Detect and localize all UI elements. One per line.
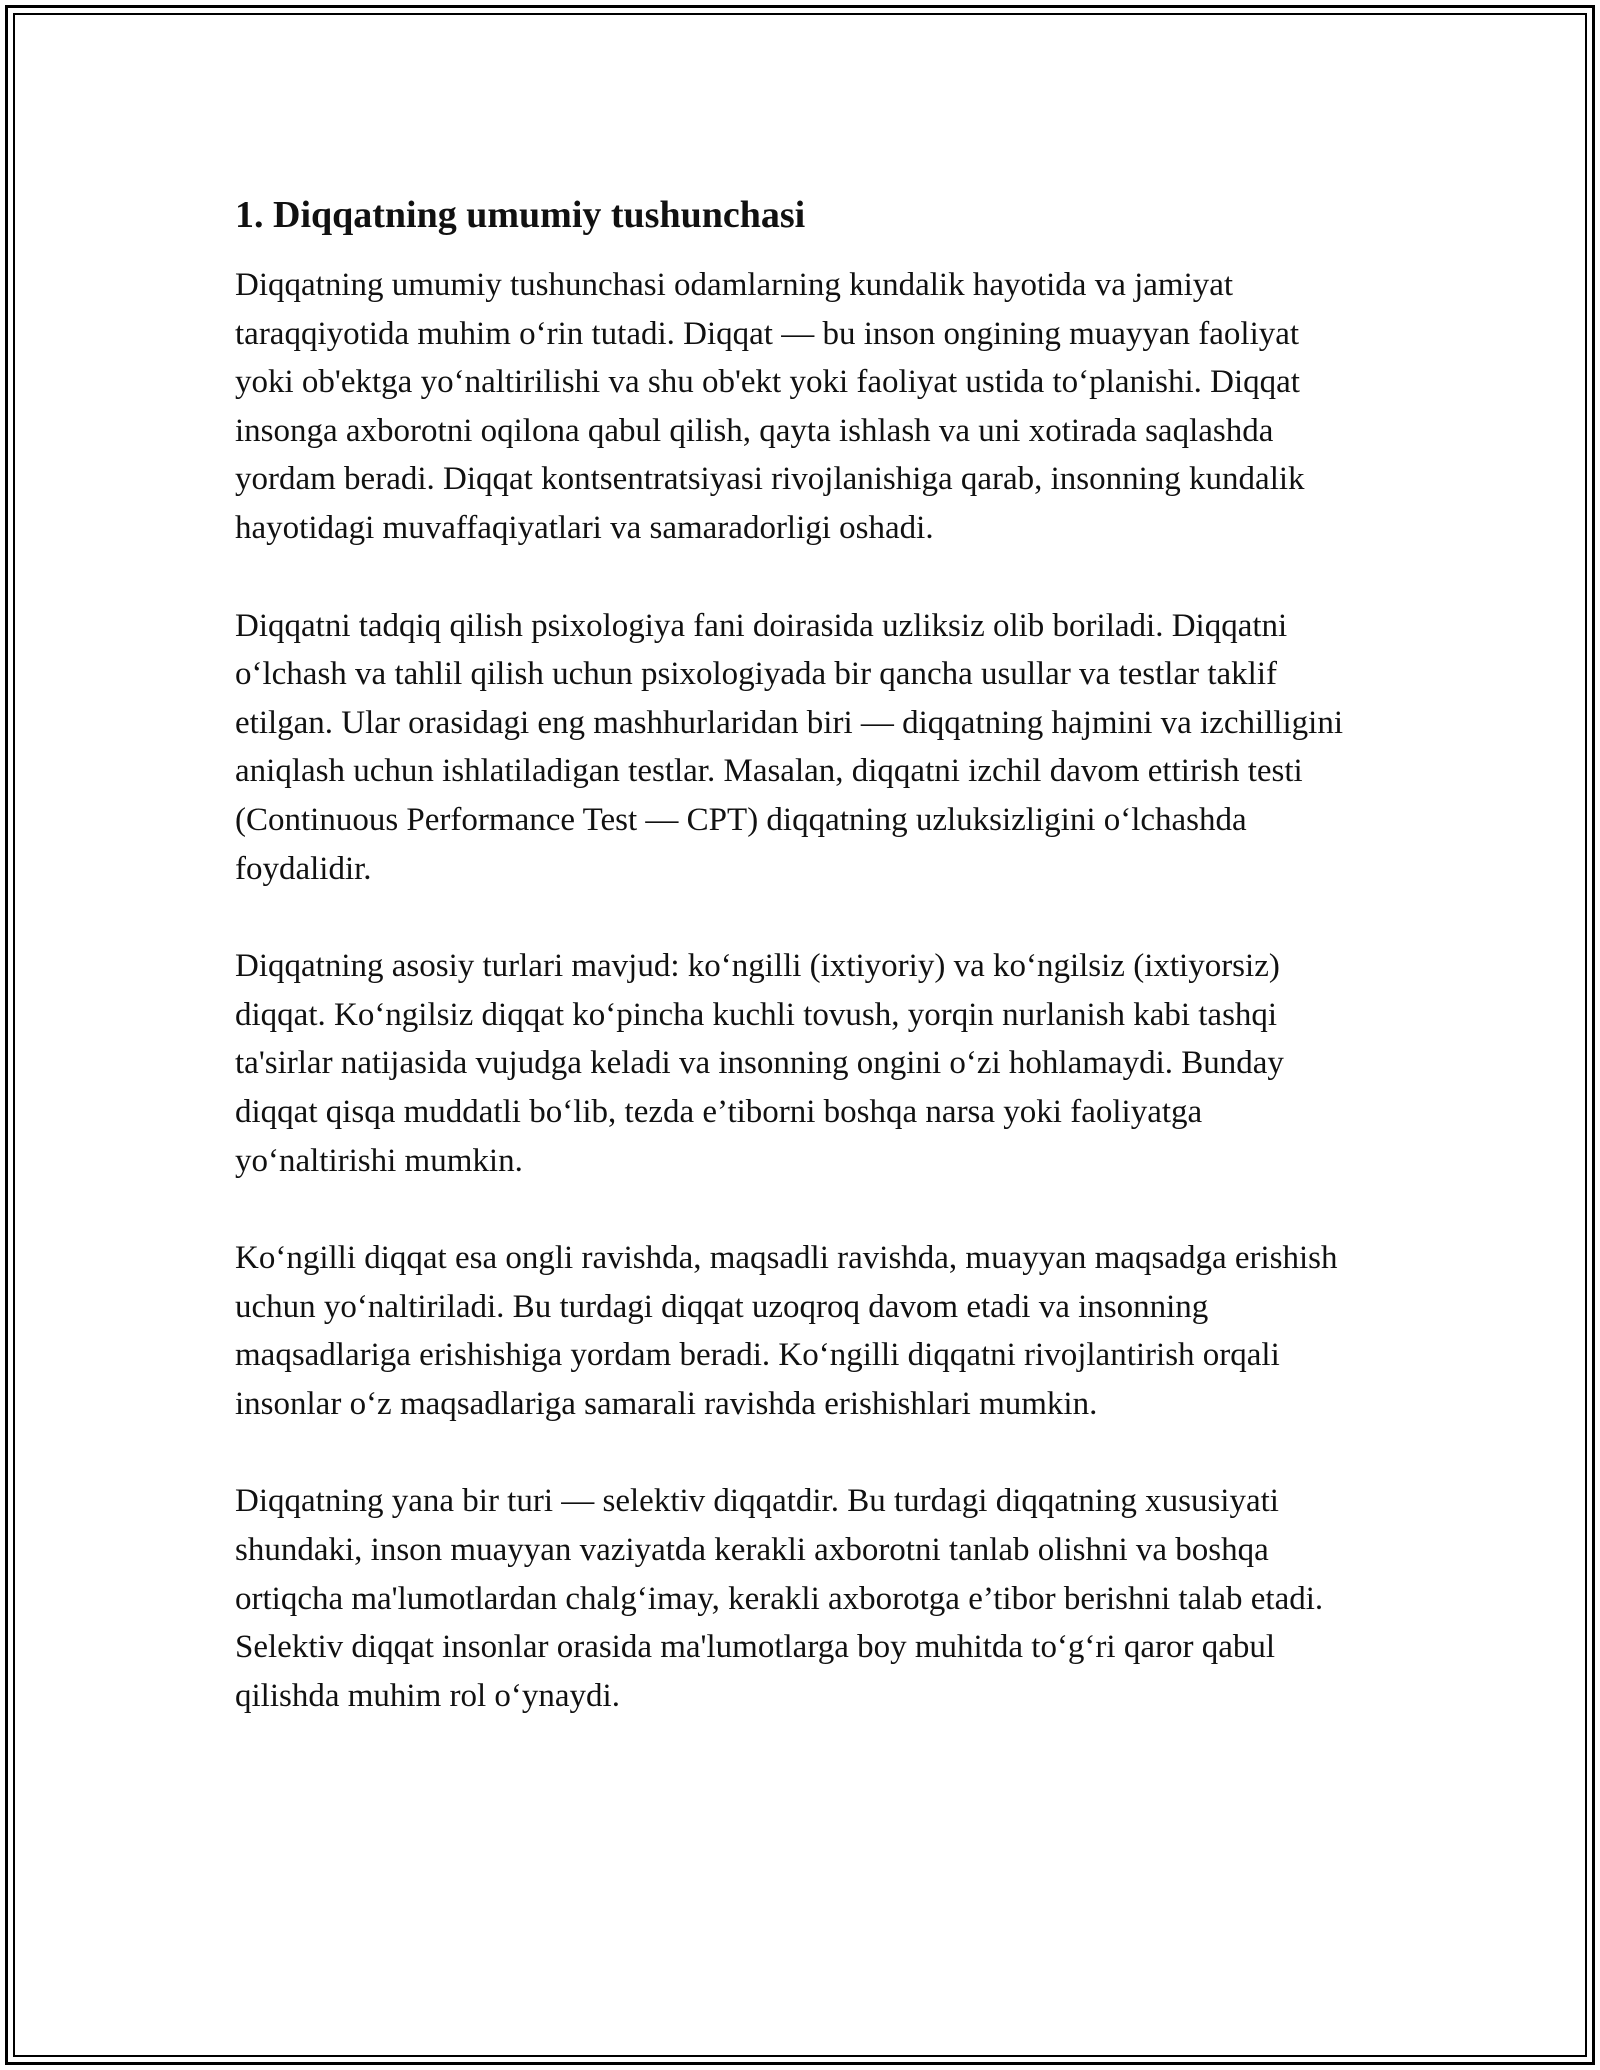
paragraph-3: Diqqatning asosiy turlari mavjud: ko‘ngilli (ixtiyoriy) va ko‘ngilsiz (ixtiyorsiz) diqqat. Ko‘ngilsiz diqqat ko‘pincha kuchli tovush, yorqin nurlanish kabi tashqi ta'sirlar natijasida vujudga keladi va insonning ongini o‘zi hohlamaydi. Bunday diqqat qisqa muddatli bo‘lib, tezda e’tiborni boshqa narsa yoki faoliyatga yo‘naltirishi mumkin. <box>235 948 1284 1179</box>
section-heading: 1. Diqqatning umumiy tushunchasi <box>235 194 806 236</box>
paragraph-5: Diqqatning yana bir turi — selektiv diqqatdir. Bu turdagi diqqatning xususiyati shundaki, inson muayyan vaziyatda kerakli axborotni tanlab olishni va boshqa ortiqcha ma'lumotlardan chalg‘imay, kerakli axborotga e’tibor berishni talab etadi. Selektiv diqqat insonlar orasida ma'lumotlarga boy muhitda to‘g‘ri qaror qabul qilishda muhim rol o‘ynaydi. <box>235 1483 1324 1714</box>
paragraph-2: Diqqatni tadqiq qilish psixologiya fani doirasida uzliksiz olib boriladi. Diqqatni o‘lchash va tahlil qilish uchun psixologiyada bir qancha usullar va testlar taklif etilgan. Ular orasidagi eng mashhurlaridan biri — diqqatning hajmini va izchilligini aniqlash uchun ishlatiladigan testlar. Masalan, diqqatni izchil davom ettirish testi (Continuous Performance Test — CPT) diqqatning uzluksizligini o‘lchashda foydalidir. <box>235 607 1343 887</box>
paragraph-1: Diqqatning umumiy tushunchasi odamlarning kundalik hayotida va jamiyat taraqqiyotida muhim o‘rin tutadi. Diqqat — bu inson ongining muayyan faoliyat yoki ob'ektga yo‘naltirilishi va shu ob'ekt yoki faoliyat ustida to‘planishi. Diqqat insonga axborotni oqilona qabul qilish, qayta ishlash va uni xotirada saqlashda yordam beradi. Diqqat kontsentratsiyasi rivojlanishiga qarab, insonning kundalik hayotidagi muvaffaqiyatlari va samaradorligi oshadi. <box>235 267 1305 546</box>
document-body <box>235 185 1355 1769</box>
paragraph-4: Ko‘ngilli diqqat esa ongli ravishda, maqsadli ravishda, muayyan maqsadga erishish uchun yo‘naltiriladi. Bu turdagi diqqat uzoqroq davom etadi va insonning maqsadlariga erishishiga yordam beradi. Ko‘ngilli diqqatni rivojlantirish orqali insonlar o‘z maqsadlariga samarali ravishda erishishlari mumkin. <box>235 1240 1338 1422</box>
